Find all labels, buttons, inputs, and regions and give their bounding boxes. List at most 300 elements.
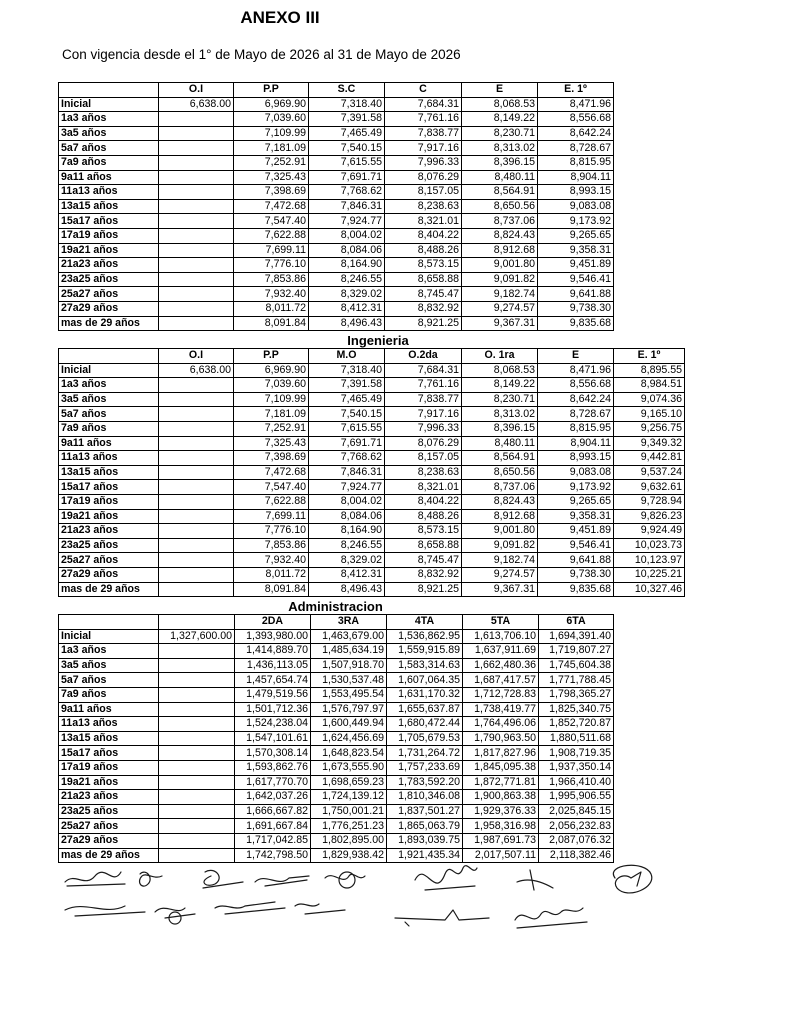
table-cell: 9,265.65 [538,228,614,243]
table-cell: 8,556.68 [538,378,614,393]
table-cell [159,112,234,127]
table-cell: 7,838.77 [385,392,462,407]
row-label: 9a11 años [59,170,159,185]
table-cell: 8,984.51 [614,378,685,393]
table-cell: 7,924.77 [309,214,385,229]
table-cell [159,258,234,273]
table-cell [159,673,235,688]
table-cell: 1,719,807.27 [539,644,614,659]
header-row [59,615,614,630]
table-cell: 6,969.90 [234,363,309,378]
table-cell: 9,274.57 [462,567,538,582]
table-cell [159,687,235,702]
table-cell: 8,396.15 [462,421,538,436]
table-cell: 7,699.11 [234,243,309,258]
row-label: 7a9 años [59,687,159,702]
table-cell [159,316,234,331]
table-cell: 1,742,798.50 [235,848,311,863]
table-cell: 1,724,139.12 [311,790,387,805]
table-cell: 8,164.90 [309,524,385,539]
table-cell: 1,553,495.54 [311,687,387,702]
table-cell: 8,157.05 [385,451,462,466]
table-cell: 7,547.40 [234,480,309,495]
table-cell: 7,853.86 [234,538,309,553]
table-cell: 8,904.11 [538,436,614,451]
table-cell: 7,391.58 [309,378,385,393]
table-row [59,155,614,170]
table-row [59,790,614,805]
table-cell [159,760,235,775]
table-cell [159,775,235,790]
table-cell: 7,684.31 [385,363,462,378]
table-cell: 7,622.88 [234,494,309,509]
table-cell: 8,412.31 [309,567,385,582]
row-label: Inicial [59,97,159,112]
table-cell: 1,655,637.87 [387,702,463,717]
table-cell: 8,076.29 [385,436,462,451]
table-cell: 1,637,911.69 [463,644,539,659]
table-cell: 9,182.74 [462,553,538,568]
table-cell: 8,737.06 [462,214,538,229]
table-cell: 1,687,417.57 [463,673,539,688]
table-cell: 7,465.49 [309,392,385,407]
table-row [59,804,614,819]
table-cell: 8,921.25 [385,316,462,331]
column-header: O.2da [385,349,462,364]
table-cell: 8,564.91 [462,185,538,200]
table-cell [159,199,234,214]
table-cell: 8,329.02 [309,553,385,568]
table-cell: 9,367.31 [462,316,538,331]
table-cell: 7,917.16 [385,141,462,156]
table-cell: 1,893,039.75 [387,833,463,848]
table-cell: 1,698,659.23 [311,775,387,790]
table-cell: 7,252.91 [234,155,309,170]
table-cell: 9,546.41 [538,538,614,553]
table-cell: 7,325.43 [234,170,309,185]
table-cell: 8,573.15 [385,524,462,539]
row-label: Inicial [59,363,159,378]
table-cell: 1,530,537.48 [311,673,387,688]
table-cell: 8,068.53 [462,363,538,378]
table-row [59,553,685,568]
table-cell: 7,615.55 [309,155,385,170]
table-cell: 1,900,863.38 [463,790,539,805]
table-cell: 7,684.31 [385,97,462,112]
table-cell: 1,559,915.89 [387,644,463,659]
row-label: 3a5 años [59,392,159,407]
table-cell: 10,327.46 [614,582,685,597]
table-cell: 9,083.08 [538,465,614,480]
table-cell: 1,745,604.38 [539,658,614,673]
table-cell: 1,613,706.10 [463,629,539,644]
table-cell: 8,904.11 [538,170,614,185]
table-cell: 8,404.22 [385,228,462,243]
table-cell: 8,321.01 [385,214,462,229]
table-cell: 8,993.15 [538,451,614,466]
table-cell: 7,252.91 [234,421,309,436]
table-row [59,228,614,243]
table-row [59,199,614,214]
table-cell: 8,832.92 [385,567,462,582]
table-cell: 1,837,501.27 [387,804,463,819]
salary-table-1 [58,82,614,331]
row-label: 27a29 años [59,567,159,582]
table-cell: 7,853.86 [234,272,309,287]
table-cell: 7,540.15 [309,407,385,422]
row-label: 15a17 años [59,480,159,495]
table-cell [159,567,234,582]
table-cell: 8,496.43 [309,582,385,597]
row-label: 7a9 años [59,421,159,436]
table-cell: 7,846.31 [309,199,385,214]
row-label: mas de 29 años [59,848,159,863]
table-cell: 7,325.43 [234,436,309,451]
column-header: O.I [159,349,234,364]
table-cell: 1,642,037.26 [235,790,311,805]
table-row [59,687,614,702]
table-cell: 2,056,232.83 [539,819,614,834]
table-cell: 9,001.80 [462,524,538,539]
table-row [59,629,614,644]
table-row [59,126,614,141]
table-cell: 9,256.75 [614,421,685,436]
row-label: 15a17 años [59,214,159,229]
table-cell [159,301,234,316]
table-row [59,185,614,200]
header-blank [59,83,159,98]
row-label: 21a23 años [59,524,159,539]
table-cell: 1,705,679.53 [387,731,463,746]
table-cell: 7,398.69 [234,451,309,466]
salary-table-ingenieria [58,348,685,597]
column-header: 3RA [311,615,387,630]
table-cell: 2,087,076.32 [539,833,614,848]
table-row [59,760,614,775]
table-cell: 7,691.71 [309,170,385,185]
table-cell: 6,638.00 [159,363,234,378]
table-cell: 9,537.24 [614,465,685,480]
table-cell: 1,966,410.40 [539,775,614,790]
table-cell: 8,396.15 [462,155,538,170]
table-cell: 7,699.11 [234,509,309,524]
column-header: M.O [309,349,385,364]
table-row [59,170,614,185]
table-cell: 1,771,788.45 [539,673,614,688]
table-cell: 8,011.72 [234,301,309,316]
table-row [59,524,685,539]
column-header: E. 1º [538,83,614,98]
table-cell: 6,638.00 [159,97,234,112]
row-label: 17a19 años [59,228,159,243]
row-label: 3a5 años [59,658,159,673]
table-cell [159,790,235,805]
table-cell: 8,164.90 [309,258,385,273]
table-cell: 7,691.71 [309,436,385,451]
table-cell: 8,824.43 [462,494,538,509]
table-cell: 7,932.40 [234,553,309,568]
table-cell: 2,118,382.46 [539,848,614,863]
table-cell [159,287,234,302]
table-cell: 9,451.89 [538,258,614,273]
row-label: 23a25 años [59,272,159,287]
table-row [59,509,685,524]
table-cell: 9,738.30 [538,567,614,582]
table-cell: 8,313.02 [462,141,538,156]
table-cell: 9,091.82 [462,538,538,553]
table-row [59,582,685,597]
table-cell: 1,731,264.72 [387,746,463,761]
table-cell: 1,393,980.00 [235,629,311,644]
table-cell [159,833,235,848]
table-cell: 8,011.72 [234,567,309,582]
row-label: 9a11 años [59,436,159,451]
table-cell: 7,181.09 [234,407,309,422]
table-cell: 8,556.68 [538,112,614,127]
table-cell: 8,321.01 [385,480,462,495]
table-row [59,301,614,316]
table-cell: 8,149.22 [462,378,538,393]
table-cell: 1,414,889.70 [235,644,311,659]
table-cell: 1,802,895.00 [311,833,387,848]
row-label: 11a13 años [59,451,159,466]
row-label: 21a23 años [59,790,159,805]
table-cell: 8,238.63 [385,465,462,480]
table-cell: 8,329.02 [309,287,385,302]
table-cell: 1,570,308.14 [235,746,311,761]
table-cell: 7,622.88 [234,228,309,243]
table-cell: 1,576,797.97 [311,702,387,717]
table-cell: 7,039.60 [234,378,309,393]
table-cell: 1,673,555.90 [311,760,387,775]
table-cell: 9,165.10 [614,407,685,422]
table-cell: 1,921,435.34 [387,848,463,863]
table-cell [159,717,235,732]
table-cell: 9,738.30 [538,301,614,316]
table-cell: 8,246.55 [309,538,385,553]
table-cell: 1,776,251.23 [311,819,387,834]
table-cell: 9,358.31 [538,243,614,258]
table-cell: 1,617,770.70 [235,775,311,790]
row-label: 5a7 años [59,673,159,688]
table-cell: 7,838.77 [385,126,462,141]
table-cell: 8,004.02 [309,228,385,243]
table-cell: 1,810,346.08 [387,790,463,805]
table-cell [159,524,234,539]
table-cell: 8,564.91 [462,451,538,466]
row-label: 5a7 años [59,407,159,422]
table-cell: 1,717,042.85 [235,833,311,848]
table-row [59,480,685,495]
column-header: O. 1ra [462,349,538,364]
header-row [59,83,614,98]
table-cell: 8,068.53 [462,97,538,112]
table-row [59,775,614,790]
table-cell: 1,995,906.55 [539,790,614,805]
table-cell: 2,025,845.15 [539,804,614,819]
column-header: E [538,349,614,364]
table-cell: 9,074.36 [614,392,685,407]
table-row [59,658,614,673]
table-cell: 1,817,827.96 [463,746,539,761]
row-label: 19a21 años [59,509,159,524]
table-cell: 8,230.71 [462,392,538,407]
table-cell: 1,536,862.95 [387,629,463,644]
table-cell: 7,924.77 [309,480,385,495]
table-cell: 7,917.16 [385,407,462,422]
table-cell: 8,084.06 [309,509,385,524]
column-header: P.P [234,349,309,364]
salary-table-administracion [58,614,614,863]
table-row [59,392,685,407]
table-cell: 7,398.69 [234,185,309,200]
row-label: 23a25 años [59,538,159,553]
table-cell: 9,001.80 [462,258,538,273]
row-label: mas de 29 años [59,316,159,331]
table-cell: 1,593,862.76 [235,760,311,775]
table-row [59,717,614,732]
table-cell: 9,728.94 [614,494,685,509]
table-cell: 6,969.90 [234,97,309,112]
table-cell: 8,149.22 [462,112,538,127]
table-cell [159,819,235,834]
table-cell: 1,501,712.36 [235,702,311,717]
column-header: 6TA [539,615,614,630]
table-cell: 8,895.55 [614,363,685,378]
table-cell: 8,084.06 [309,243,385,258]
table-cell: 9,083.08 [538,199,614,214]
table-cell: 1,937,350.14 [539,760,614,775]
table-cell: 9,835.68 [538,582,614,597]
row-label: 17a19 años [59,494,159,509]
table-cell: 8,745.47 [385,287,462,302]
table-cell: 8,076.29 [385,170,462,185]
table-cell: 8,238.63 [385,199,462,214]
table-cell: 1,624,456.69 [311,731,387,746]
table-cell: 8,412.31 [309,301,385,316]
table-cell: 1,929,376.33 [463,804,539,819]
table-cell: 8,230.71 [462,126,538,141]
table-cell: 1,327,600.00 [159,629,235,644]
table-cell: 8,993.15 [538,185,614,200]
table-cell: 9,173.92 [538,214,614,229]
table-cell: 7,109.99 [234,392,309,407]
table-cell: 10,225.21 [614,567,685,582]
table-cell: 1,825,340.75 [539,702,614,717]
table-row [59,407,685,422]
table-cell [159,378,234,393]
table-row [59,272,614,287]
table-cell: 9,835.68 [538,316,614,331]
table-row [59,465,685,480]
table-cell: 8,496.43 [309,316,385,331]
table-cell [159,644,235,659]
table-cell: 8,650.56 [462,199,538,214]
row-label: 1a3 años [59,644,159,659]
table-cell: 8,091.84 [234,582,309,597]
column-header: C [385,83,462,98]
table-cell: 8,642.24 [538,392,614,407]
table-row [59,819,614,834]
table-cell: 7,318.40 [309,97,385,112]
table-cell [159,465,234,480]
table-cell: 9,173.92 [538,480,614,495]
table-row [59,141,614,156]
table-cell: 7,761.16 [385,378,462,393]
table-cell: 1,738,419.77 [463,702,539,717]
row-label: 13a15 años [59,465,159,480]
table-row [59,746,614,761]
table-cell: 1,798,365.27 [539,687,614,702]
row-label: 17a19 años [59,760,159,775]
table-cell: 1,600,449.94 [311,717,387,732]
table-cell: 7,996.33 [385,421,462,436]
table-cell: 7,391.58 [309,112,385,127]
table-cell: 1,829,938.42 [311,848,387,863]
table-row [59,243,614,258]
table-row [59,731,614,746]
table-cell [159,436,234,451]
table-row [59,538,685,553]
row-label: 1a3 años [59,112,159,127]
table-cell: 8,091.84 [234,316,309,331]
table-cell: 9,367.31 [462,582,538,597]
table-cell [159,214,234,229]
row-label: 13a15 años [59,731,159,746]
row-label: 25a27 años [59,287,159,302]
table-cell: 7,846.31 [309,465,385,480]
table-cell: 7,768.62 [309,451,385,466]
table-cell: 8,157.05 [385,185,462,200]
column-header: E [462,83,538,98]
table-cell [159,272,234,287]
table-cell: 7,615.55 [309,421,385,436]
row-label: Inicial [59,629,159,644]
table-cell: 8,832.92 [385,301,462,316]
table-cell: 9,274.57 [462,301,538,316]
row-label: 19a21 años [59,243,159,258]
table-cell: 2,017,507.11 [463,848,539,863]
table-cell: 8,642.24 [538,126,614,141]
table-cell: 8,745.47 [385,553,462,568]
table-row [59,363,685,378]
table-cell: 8,471.96 [538,97,614,112]
row-label: 27a29 años [59,301,159,316]
table-cell: 8,471.96 [538,363,614,378]
table-row [59,702,614,717]
table-cell: 1,790,963.50 [463,731,539,746]
header-blank [59,615,159,630]
table-cell: 8,658.88 [385,538,462,553]
table-cell: 1,852,720.87 [539,717,614,732]
column-header: 2DA [235,615,311,630]
table-cell: 1,485,634.19 [311,644,387,659]
table-row [59,644,614,659]
table-cell [159,185,234,200]
table-cell: 1,783,592.20 [387,775,463,790]
table-cell: 7,547.40 [234,214,309,229]
table-cell [159,228,234,243]
row-label: 5a7 años [59,141,159,156]
table-cell [159,407,234,422]
table-cell: 8,912.68 [462,509,538,524]
table-cell: 1,750,001.21 [311,804,387,819]
table-cell: 1,547,101.61 [235,731,311,746]
row-label: mas de 29 años [59,582,159,597]
row-label: 15a17 años [59,746,159,761]
table-cell: 8,650.56 [462,465,538,480]
row-label: 19a21 años [59,775,159,790]
